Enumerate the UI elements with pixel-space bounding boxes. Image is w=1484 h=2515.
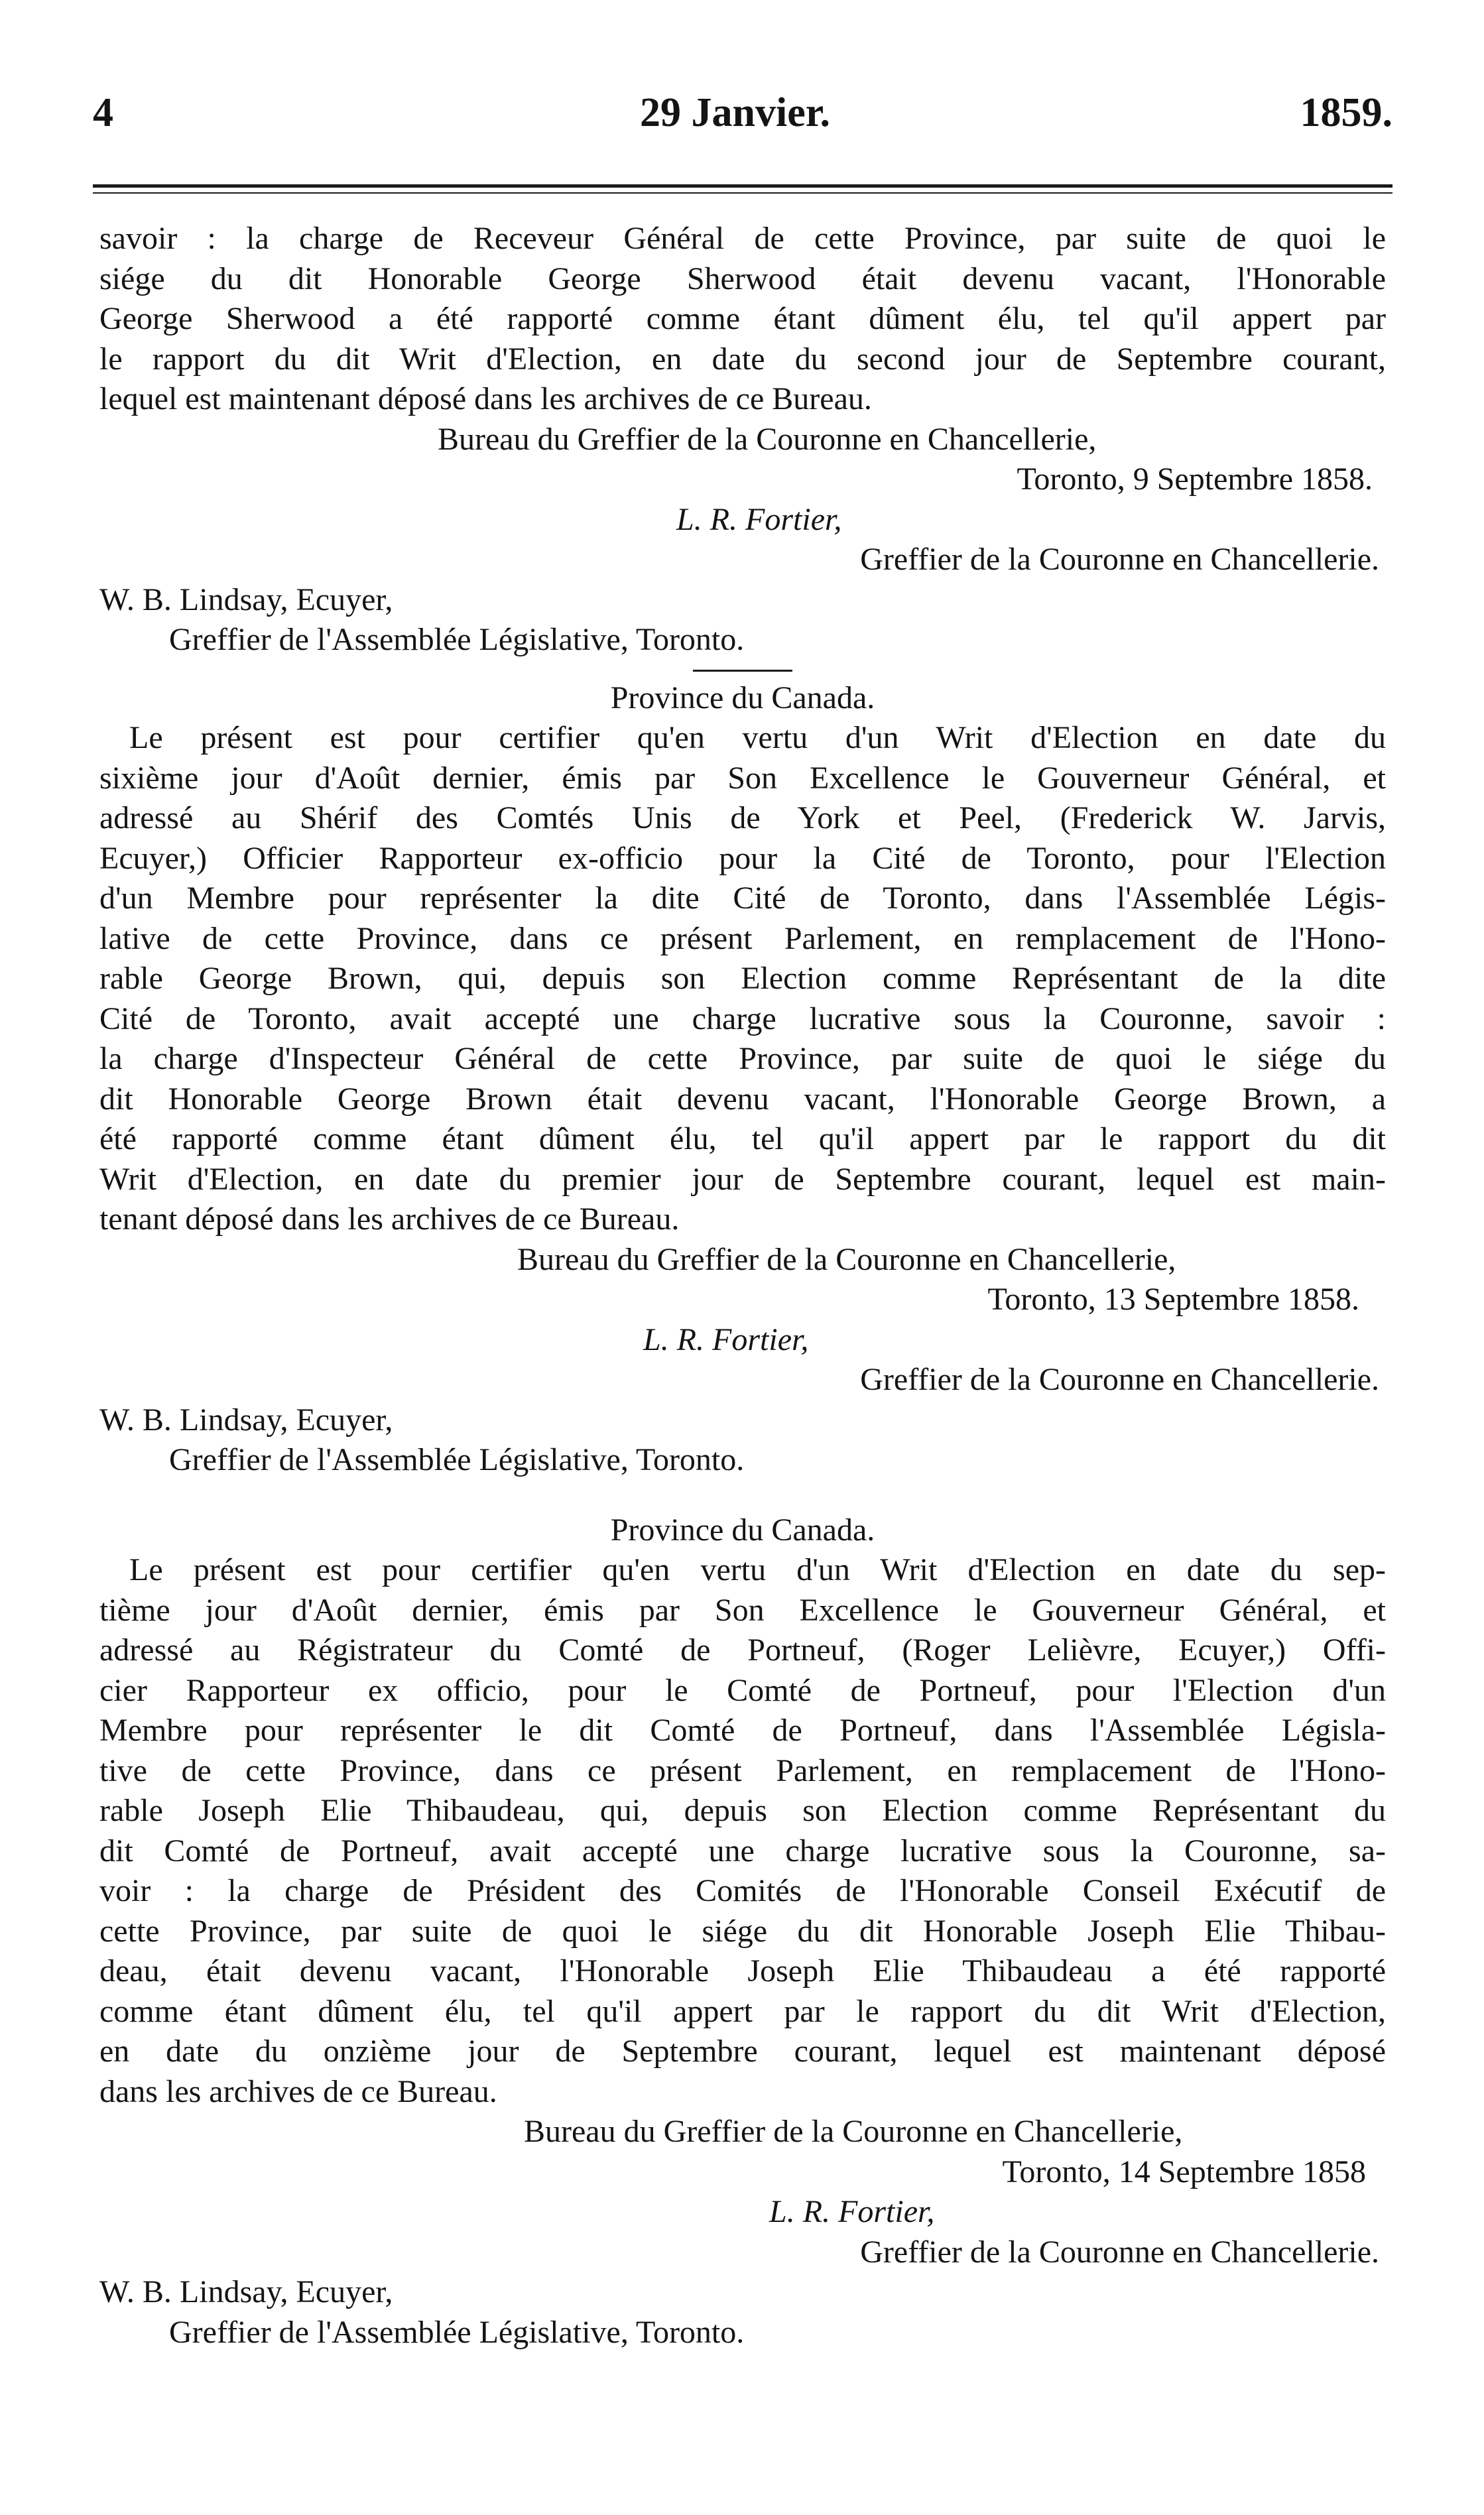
- notice-heading: Province du Canada.: [610, 680, 875, 715]
- text-line: deau, était devenu vacant, l'Honorable Joseph Elie Thibaudeau a été rapporté: [99, 1953, 1386, 1989]
- signer-name: L. R. Fortier,: [769, 2194, 935, 2229]
- text-line: adressé au Shérif des Comtés Unis de York et Peel, (Frederick W. Jarvis,: [99, 800, 1386, 835]
- page-body: [99, 219, 1386, 2353]
- text-line: lequel est maintenant déposé dans les archives de ce Bureau.: [99, 381, 872, 416]
- notice-sherwood: [99, 219, 1386, 660]
- office-line: Bureau du Greffier de la Couronne en Chancellerie,: [438, 421, 1097, 457]
- header-date: 29 Janvier.: [640, 90, 831, 135]
- place-date: Toronto, 13 Septembre 1858.: [987, 1282, 1359, 1317]
- text-line: d'un Membre pour représenter la dite Cité de Toronto, dans l'Assemblée Légis-: [99, 881, 1386, 916]
- text-line: cette Province, par suite de quoi le siége du dit Honorable Joseph Elie Thibau-: [99, 1913, 1386, 1949]
- signer-name: L. R. Fortier,: [643, 1321, 809, 1357]
- text-line: la charge d'Inspecteur Général de cette Province, par suite de quoi le siége du: [99, 1041, 1386, 1076]
- text-line: été rapporté comme étant dûment élu, tel qu'il appert par le rapport du dit: [99, 1121, 1386, 1156]
- text-line: tenant déposé dans les archives de ce Bureau.: [99, 1201, 680, 1237]
- office-line: Bureau du Greffier de la Couronne en Chancellerie,: [524, 2114, 1183, 2149]
- signer-title: Greffier de la Couronne en Chancellerie.: [860, 1362, 1379, 1397]
- text-line: en date du onzième jour de Septembre courant, lequel est maintenant déposé: [99, 2034, 1386, 2069]
- text-line: sixième jour d'Août dernier, émis par Son Excellence le Gouverneur Général, et: [99, 760, 1386, 796]
- text-line: cier Rapporteur ex officio, pour le Comté de Portneuf, pour l'Election d'un: [99, 1672, 1386, 1708]
- text-line: Le présent est pour certifier qu'en vertu d'un Writ d'Election en date du: [129, 720, 1386, 755]
- signer-title: Greffier de la Couronne en Chancellerie.: [860, 2234, 1379, 2270]
- notice-thibaudeau: [99, 1510, 1386, 2353]
- text-line: siége du dit Honorable George Sherwood était devenu vacant, l'Honorable: [99, 261, 1386, 296]
- addressee-title: Greffier de l'Assemblée Législative, Toronto.: [169, 1442, 745, 1477]
- addressee-name: W. B. Lindsay, Ecuyer,: [99, 582, 393, 617]
- text-line: le rapport du dit Writ d'Election, en date du second jour de Septembre courant,: [99, 341, 1386, 377]
- addressee-name: W. B. Lindsay, Ecuyer,: [99, 2274, 393, 2309]
- header-rule-thick: [93, 184, 1392, 188]
- page-header: [93, 90, 1392, 149]
- text-line: dit Honorable George Brown était devenu vacant, l'Honorable George Brown, a: [99, 1081, 1386, 1117]
- text-line: tième jour d'Août dernier, émis par Son Excellence le Gouverneur Général, et: [99, 1592, 1386, 1628]
- notice-separator: [693, 670, 792, 672]
- notice-brown: [99, 678, 1386, 1481]
- addressee-name: W. B. Lindsay, Ecuyer,: [99, 1402, 393, 1438]
- text-line: savoir : la charge de Receveur Général de cette Province, par suite de quoi le: [99, 221, 1386, 256]
- page-number: 4: [93, 90, 113, 135]
- text-line: Ecuyer,) Officier Rapporteur ex-officio pour la Cité de Toronto, pour l'Election: [99, 840, 1386, 876]
- text-line: dit Comté de Portneuf, avait accepté une charge lucrative sous la Couronne, sa-: [99, 1833, 1386, 1869]
- place-date: Toronto, 9 Septembre 1858.: [1017, 461, 1373, 497]
- text-line: comme étant dûment élu, tel qu'il appert par le rapport du dit Writ d'Election,: [99, 1993, 1386, 2029]
- addressee-title: Greffier de l'Assemblée Législative, Toronto.: [169, 2314, 745, 2350]
- text-line: George Sherwood a été rapporté comme étant dûment élu, tel qu'il appert par: [99, 301, 1386, 336]
- text-line: lative de cette Province, dans ce présent Parlement, en remplacement de l'Hono-: [99, 920, 1386, 956]
- addressee-title: Greffier de l'Assemblée Législative, Toronto.: [169, 622, 745, 657]
- office-line: Bureau du Greffier de la Couronne en Chancellerie,: [517, 1241, 1176, 1277]
- signer-title: Greffier de la Couronne en Chancellerie.: [860, 542, 1379, 577]
- text-line: tive de cette Province, dans ce présent Parlement, en remplacement de l'Hono-: [99, 1752, 1386, 1788]
- header-rule-thin: [93, 192, 1392, 194]
- text-line: Le présent est pour certifier qu'en vertu d'un Writ d'Election en date du sep-: [129, 1552, 1386, 1587]
- notice-gap: [99, 1481, 1386, 1510]
- place-date: Toronto, 14 Septembre 1858: [1002, 2154, 1366, 2189]
- text-line: Membre pour représenter le dit Comté de Portneuf, dans l'Assemblée Législa-: [99, 1713, 1386, 1748]
- signer-name: L. R. Fortier,: [676, 501, 842, 537]
- text-line: rable Joseph Elie Thibaudeau, qui, depuis son Election comme Représentant du: [99, 1793, 1386, 1828]
- text-line: Writ d'Election, en date du premier jour de Septembre courant, lequel est main-: [99, 1161, 1386, 1197]
- header-year: 1859.: [1300, 90, 1392, 135]
- text-line: rable George Brown, qui, depuis son Election comme Représentant de la dite: [99, 961, 1386, 996]
- text-line: dans les archives de ce Bureau.: [99, 2073, 497, 2109]
- notice-heading: Province du Canada.: [610, 1512, 875, 1548]
- text-line: adressé au Régistrateur du Comté de Portneuf, (Roger Lelièvre, Ecuyer,) Offi-: [99, 1632, 1386, 1668]
- text-line: Cité de Toronto, avait accepté une charge lucrative sous la Couronne, savoir :: [99, 1001, 1386, 1036]
- text-line: voir : la charge de Président des Comités de l'Honorable Conseil Exécutif de: [99, 1873, 1386, 1908]
